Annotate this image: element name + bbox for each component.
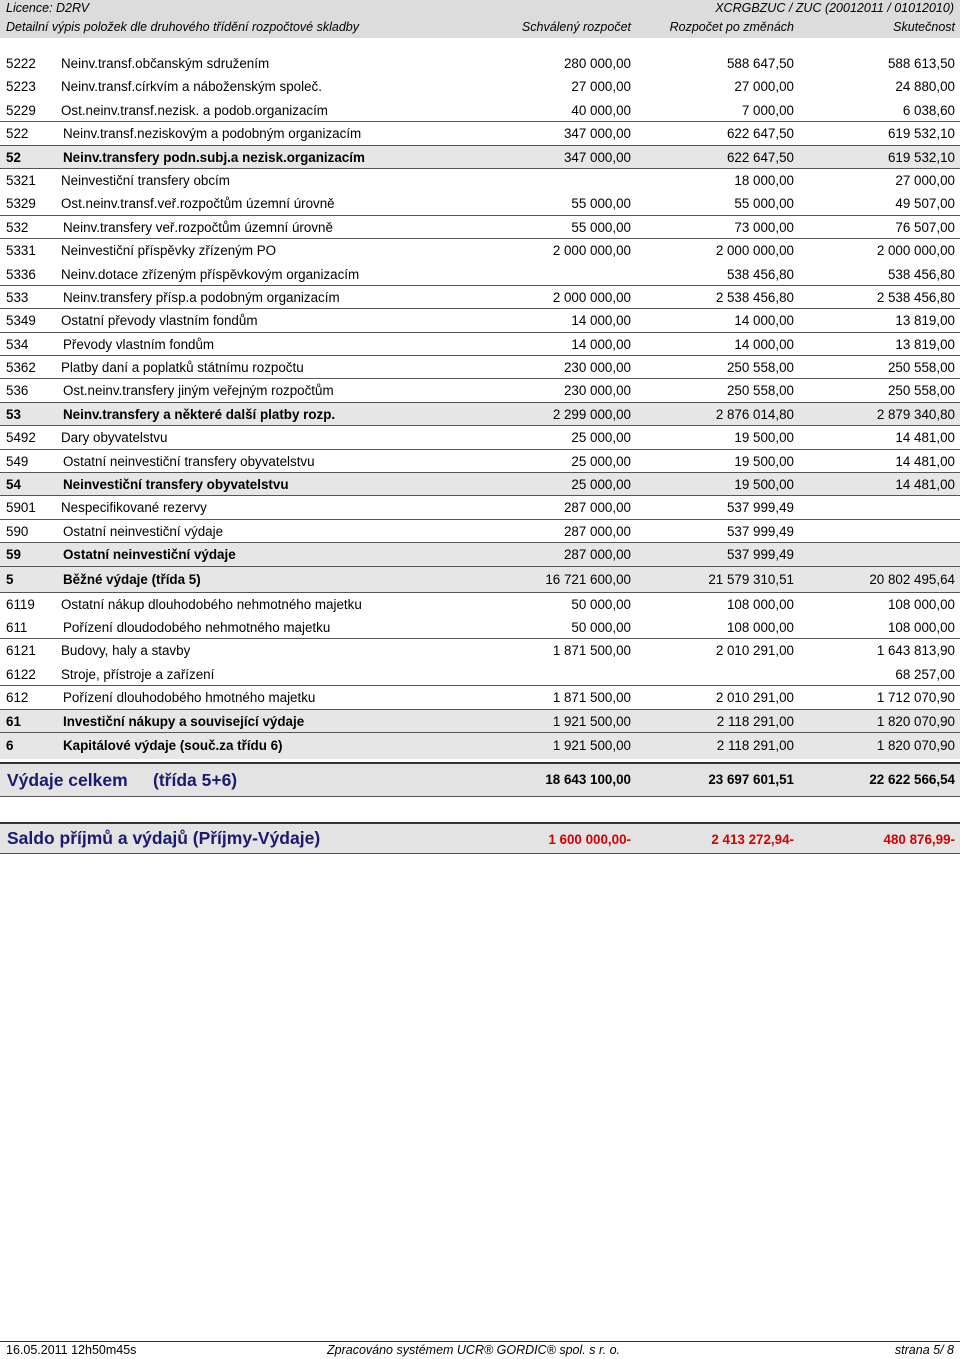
footer-page-number: strana 5/ 8 [894, 1343, 954, 1357]
expenses-total-amended: 23 697 601,51 [708, 772, 794, 787]
table-row-class-total: 5 Běžné výdaje (třída 5) 16 721 600,00 21 579 310,51 20 802 495,64 [0, 567, 960, 593]
table-row-subtotal: 59 Ostatní neinvestiční výdaje 287 000,00 537 999,49 [0, 543, 960, 566]
table-row: 5329 Ost.neinv.transf.veř.rozpočtům územní úrovně 55 000,00 55 000,00 49 507,00 [0, 192, 960, 215]
page-footer [0, 1341, 960, 1359]
table-row: 612 Pořízení dlouhodobého hmotného majetku 1 871 500,00 2 010 291,00 1 712 070,90 [0, 686, 960, 709]
table-row-class-total: 6 Kapitálové výdaje (souč.za třídu 6) 1 921 500,00 2 118 291,00 1 820 070,90 [0, 733, 960, 759]
report-id: XCRGBZUC / ZUC (20012011 / 01012010) [715, 1, 954, 15]
table-row-subtotal: 53 Neinv.transfery a některé další platby rozp. 2 299 000,00 2 876 014,80 2 879 340,80 [0, 403, 960, 426]
col-header-amended: Rozpočet po změnách [669, 20, 794, 34]
table-row: 5492 Dary obyvatelstvu 25 000,00 19 500,00 14 481,00 [0, 426, 960, 449]
table-row: 533 Neinv.transfery přísp.a podobným organizacím 2 000 000,00 2 538 456,80 2 538 456,80 [0, 286, 960, 309]
table-row: 590 Ostatní neinvestiční výdaje 287 000,00 537 999,49 [0, 520, 960, 543]
table-row: 5331 Neinvestiční příspěvky zřízeným PO 2 000 000,00 2 000 000,00 2 000 000,00 [6, 243, 955, 259]
col-header-actual: Skutečnost [893, 20, 955, 34]
table-row: 532 Neinv.transfery veř.rozpočtům územní úrovně 55 000,00 73 000,00 76 507,00 [0, 216, 960, 239]
table-row: 6122 Stroje, přístroje a zařízení 68 257,00 [0, 663, 960, 686]
col-header-approved: Schválený rozpočet [521, 20, 631, 34]
footer-timestamp: 16.05.2011 12h50m45s [6, 1343, 137, 1357]
balance-amended: 2 413 272,94- [711, 832, 794, 847]
balance-approved: 1 600 000,00- [548, 832, 631, 847]
expenses-total-class: (třída 5+6) [153, 770, 238, 790]
table-row: 611 Pořízení dloudodobého nehmotného majetku 50 000,00 108 000,00 108 000,00 [0, 616, 960, 639]
table-row: 549 Ostatní neinvestiční transfery obyvatelstvu 25 000,00 19 500,00 14 481,00 [0, 450, 960, 473]
footer-system: Zpracováno systémem UCR® GORDIC® spol. s r. o. [327, 1343, 621, 1357]
balance-label: Saldo příjmů a výdajů (Příjmy-Výdaje) [7, 828, 321, 848]
table-row: 5336 Neinv.dotace zřízeným příspěvkovým organizacím 538 456,80 538 456,80 [0, 263, 960, 286]
table-row: 5901 Nespecifikované rezervy 287 000,00 537 999,49 [0, 496, 960, 519]
expenses-total-approved: 18 643 100,00 [545, 772, 631, 787]
licence-label: Licence: D2RV [6, 1, 90, 15]
table-row: 5222 Neinv.transf.občanským sdružením 280 000,00 588 647,50 588 613,50 [6, 56, 955, 71]
table-row: 6121 Budovy, haly a stavby 1 871 500,00 2 010 291,00 1 643 813,90 [6, 643, 955, 659]
table-row: 6119 Ostatní nákup dlouhodobého nehmotného majetku 50 000,00 108 000,00 108 000,00 [6, 596, 955, 612]
table-row: 5229 Ost.neinv.transf.nezisk. a podob.organizacím 40 000,00 7 000,00 6 038,60 [0, 99, 960, 122]
table-row: 534 Převody vlastním fondům 14 000,00 14 000,00 13 819,00 [0, 333, 960, 356]
table-row: 5223 Neinv.transf.církvím a náboženským společ. 27 000,00 27 000,00 24 880,00 [6, 79, 955, 95]
report-description: Detailní výpis položek dle druhového třídění rozpočtové skladby [6, 20, 359, 34]
table-row-subtotal: 52 Neinv.transfery podn.subj.a nezisk.organizacím 347 000,00 622 647,50 619 532,10 [0, 146, 960, 169]
expenses-total-actual: 22 622 566,54 [869, 772, 955, 787]
budget-table [0, 52, 960, 759]
table-row-subtotal: 61 Investiční nákupy a související výdaje 1 921 500,00 2 118 291,00 1 820 070,90 [0, 710, 960, 733]
balance-actual: 480 876,99- [883, 832, 955, 847]
table-row: 5362 Platby daní a poplatků státnímu rozpočtu 230 000,00 250 558,00 250 558,00 [0, 356, 960, 379]
table-row: 522 Neinv.transf.neziskovým a podobným organizacím 347 000,00 622 647,50 619 532,10 [0, 122, 960, 145]
report-header-top [0, 0, 960, 16]
table-row: 5321 Neinvestiční transfery obcím 18 000,00 27 000,00 [6, 172, 955, 188]
table-row-subtotal: 54 Neinvestiční transfery obyvatelstvu 25 000,00 19 500,00 14 481,00 [0, 473, 960, 496]
expenses-total-label: Výdaje celkem [7, 770, 128, 790]
expenses-total-row [0, 762, 960, 797]
table-row: 536 Ost.neinv.transfery jiným veřejným rozpočtům 230 000,00 250 558,00 250 558,00 [0, 379, 960, 402]
balance-row [0, 822, 960, 854]
column-header [0, 16, 960, 38]
table-row: 5349 Ostatní převody vlastním fondům 14 000,00 14 000,00 13 819,00 [0, 309, 960, 332]
